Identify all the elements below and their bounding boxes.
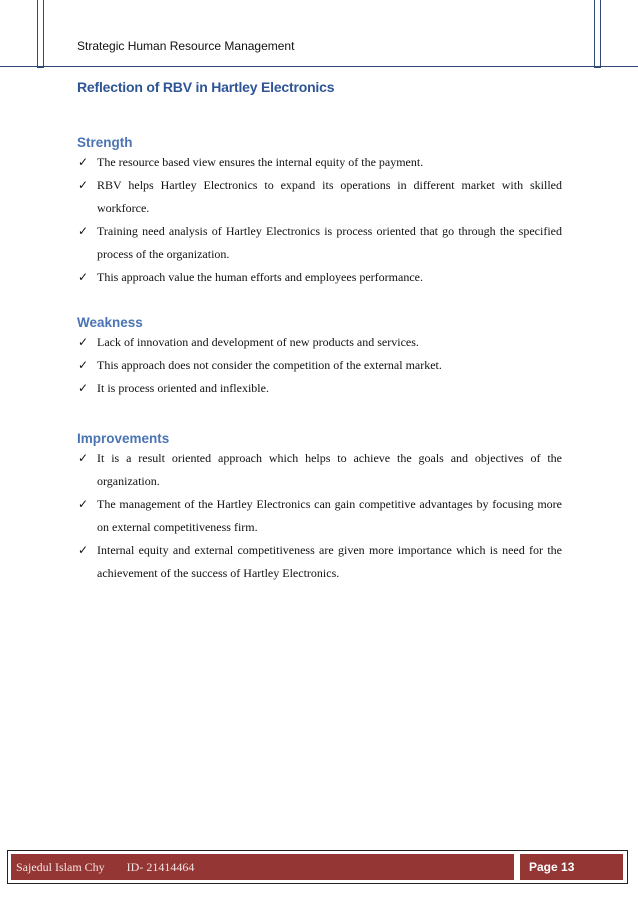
checkmark-icon: ✓ <box>78 543 89 557</box>
page-footer <box>7 850 628 884</box>
checkmark-icon: ✓ <box>78 451 89 465</box>
list-item <box>77 151 562 174</box>
list-item-text: It is a result oriented approach which helps to achieve the goals and objectives of the organization. <box>97 451 562 488</box>
section-improvements <box>77 430 562 585</box>
list-item-text: RBV helps Hartley Electronics to expand its operations in different market with skilled workforce. <box>97 178 562 215</box>
list-item-text: Training need analysis of Hartley Electronics is process oriented that go through the specified process of the organization. <box>97 224 562 261</box>
header-bar-left <box>37 0 44 68</box>
list-item-text: The management of the Hartley Electronics can gain competitive advantages by focusing more on external competitiveness firm. <box>97 497 562 534</box>
list-item-text: It is process oriented and inflexible. <box>97 381 269 395</box>
checkmark-icon: ✓ <box>78 155 89 169</box>
list-item <box>77 539 562 585</box>
checkmark-icon: ✓ <box>78 381 89 395</box>
list-item <box>77 266 562 289</box>
footer-author-block <box>11 854 514 880</box>
header-rule <box>0 66 638 67</box>
list-item <box>77 331 562 354</box>
page-heading: Reflection of RBV in Hartley Electronics <box>77 79 335 95</box>
list-item <box>77 220 562 266</box>
list-item <box>77 377 562 400</box>
checkmark-icon: ✓ <box>78 335 89 349</box>
improvements-list <box>77 447 562 585</box>
strength-list <box>77 151 562 289</box>
checkmark-icon: ✓ <box>78 178 89 192</box>
section-title-improvements: Improvements <box>77 431 170 446</box>
checkmark-icon: ✓ <box>78 497 89 511</box>
list-item <box>77 354 562 377</box>
footer-author: Sajedul Islam Chy <box>16 860 105 874</box>
weakness-list <box>77 331 562 400</box>
checkmark-icon: ✓ <box>78 270 89 284</box>
checkmark-icon: ✓ <box>78 224 89 238</box>
page-number: Page 13 <box>520 854 623 880</box>
list-item-text: This approach does not consider the competition of the external market. <box>97 358 442 372</box>
list-item-text: This approach value the human efforts and employees performance. <box>97 270 423 284</box>
section-title-strength: Strength <box>77 135 133 150</box>
list-item-text: Lack of innovation and development of new products and services. <box>97 335 419 349</box>
section-strength <box>77 134 562 289</box>
section-title-weakness: Weakness <box>77 315 143 330</box>
running-header: Strategic Human Resource Management <box>77 39 295 53</box>
list-item <box>77 493 562 539</box>
footer-student-id: ID- 21414464 <box>126 860 195 874</box>
list-item <box>77 447 562 493</box>
list-item-text: Internal equity and external competitiveness are given more importance which is need for the achievement of the success of Hartley Electronics. <box>97 543 562 580</box>
section-weakness <box>77 314 562 400</box>
checkmark-icon: ✓ <box>78 358 89 372</box>
header-bar-right <box>594 0 601 68</box>
list-item-text: The resource based view ensures the internal equity of the payment. <box>97 155 424 169</box>
list-item <box>77 174 562 220</box>
